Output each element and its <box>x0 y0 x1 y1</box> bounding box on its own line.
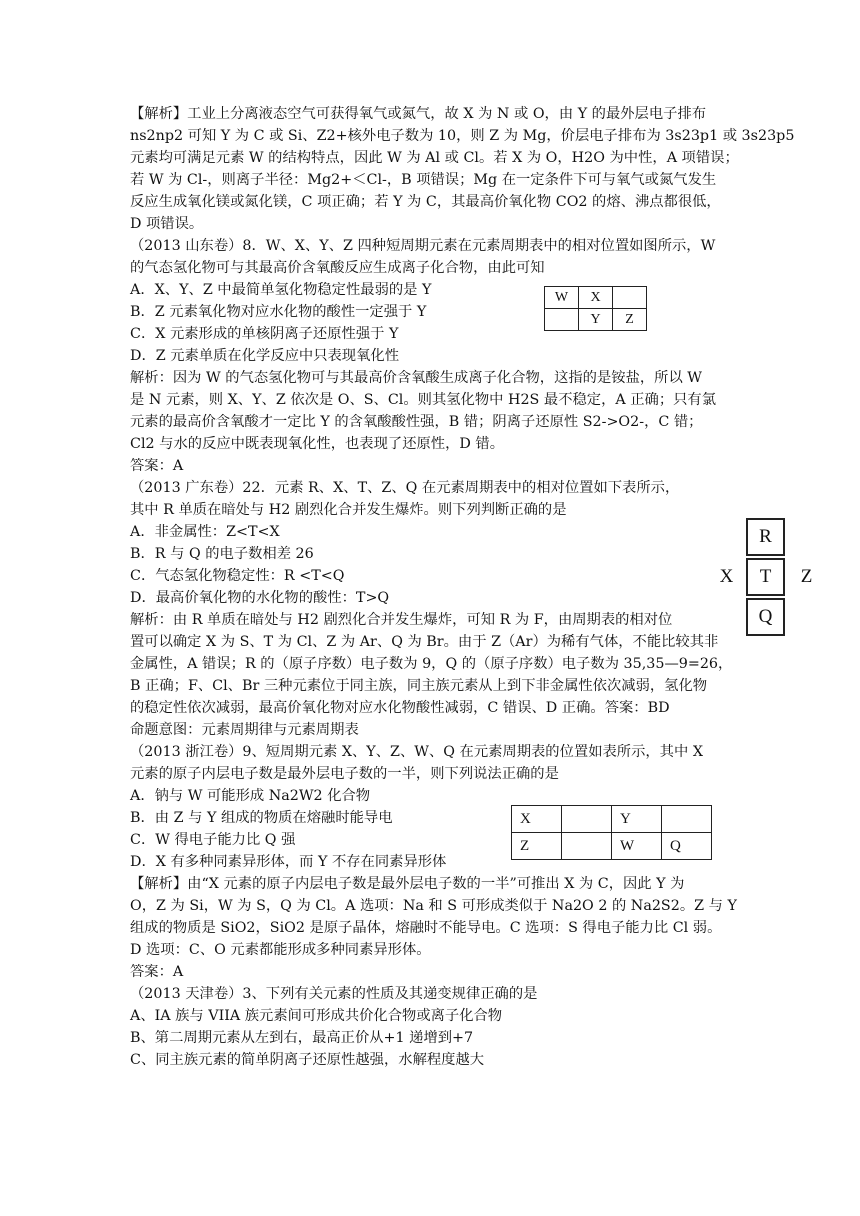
text-line: C．W 得电子能力比 Q 强 <box>130 832 296 848</box>
table-cell <box>562 833 612 860</box>
text-line: 【解析】由“X 元素的原子内层电子数是最外层电子数的一半”可推出 X 为 C，因此 Y 为 <box>130 876 685 892</box>
text-line: 是 N 元素，则 X、Y、Z 依次是 O、S、Cl。则其氢化物中 H2S 最不稳定，A 正确；只有氯 <box>130 392 717 408</box>
cross-cell-top: R <box>746 518 785 556</box>
text-line: （2013 广东卷）22．元素 R、X、T、Z、Q 在元素周期表中的相对位置如下表所示， <box>130 480 680 496</box>
table-cell: W <box>612 833 662 860</box>
table-cell: Z <box>512 833 562 860</box>
element-position-table-1 <box>544 286 647 331</box>
text-line: D．X 有多种同素异形体，而 Y 不存在同素异形体 <box>130 854 447 870</box>
text-line: B、第二周期元素从左到右，最高正价从+1 递增到+7 <box>130 1030 474 1046</box>
element-position-cross-table <box>705 518 835 636</box>
text-line: A．非金属性：Z<T<X <box>130 524 280 540</box>
table-cell <box>613 287 647 309</box>
text-line: 其中 R 单质在暗处与 H2 剧烈化合并发生爆炸。则下列判断正确的是 <box>130 502 567 518</box>
table-cell <box>562 806 612 833</box>
text-line: 【解析】工业上分离液态空气可获得氧气或氮气，故 X 为 N 或 O，由 Y 的最外层电子排布 <box>130 106 707 122</box>
text-line: A、IA 族与 VIIA 族元素间可形成共价化合物或离子化合物 <box>130 1008 503 1024</box>
text-line: B 正确；F、Cl、Br 三种元素位于同主族，同主族元素从上到下非金属性依次减弱，氢化物 <box>130 678 708 694</box>
text-line: （2013 山东卷）8．W、X、Y、Z 四种短周期元素在元素周期表中的相对位置如图所示，W <box>130 238 716 254</box>
text-line: 元素的原子内层电子数是最外层电子数的一半，则下列说法正确的是 <box>130 766 559 782</box>
table-cell <box>662 806 712 833</box>
cross-cell-center: T <box>746 558 785 596</box>
table-cell: Z <box>613 309 647 331</box>
text-line: 组成的物质是 SiO2，SiO2 是原子晶体，熔融时不能导电。C 选项：S 得电子能力比 Cl 弱。 <box>130 920 722 936</box>
text-line: 金属性，A 错误；R 的（原子序数）电子数为 9，Q 的（原子序数）电子数为 35,35—9=26， <box>130 656 733 672</box>
cross-cell-right: Z <box>800 566 813 587</box>
text-line: 元素均可满足元素 W 的结构特点，因此 W 为 Al 或 Cl。若 X 为 O，H2O 为中性，A 项错误； <box>130 150 739 166</box>
text-line: C．X 元素形成的单核阴离子还原性强于 Y <box>130 326 399 342</box>
text-line: B．由 Z 与 Y 组成的物质在熔融时能导电 <box>130 810 393 826</box>
text-line: B．Z 元素氧化物对应水化物的酸性一定强于 Y <box>130 304 427 320</box>
text-line: 答案：A <box>130 964 184 980</box>
table-cell: Q <box>662 833 712 860</box>
text-line: C、同主族元素的简单阴离子还原性越强，水解程度越大 <box>130 1052 485 1068</box>
text-line: 反应生成氧化镁或氮化镁，C 项正确；若 Y 为 C，其最高价氧化物 CO2 的熔、沸点都很低， <box>130 194 721 210</box>
text-line: 答案：A <box>130 458 184 474</box>
text-line: 解析：由 R 单质在暗处与 H2 剧烈化合并发生爆炸，可知 R 为 F，由周期表的相对位 <box>130 612 673 628</box>
text-line: 若 W 为 Cl-，则离子半径：Mg2+＜Cl-，B 项错误；Mg 在一定条件下可与氧气或氮气发生 <box>130 172 717 188</box>
text-line: Cl2 与水的反应中既表现氧化性，也表现了还原性，D 错。 <box>130 436 504 452</box>
cross-cell-bottom: Q <box>746 598 785 636</box>
text-line: 解析：因为 W 的气态氢化物可与其最高价含氧酸生成离子化合物，这指的是铵盐，所以 W <box>130 370 703 386</box>
text-line: 元素的最高价含氧酸才一定比 Y 的含氧酸酸性强，B 错；阴离子还原性 S2->O2-，C 错； <box>130 414 703 430</box>
text-line: 的气态氢化物可与其最高价含氧酸反应生成离子化合物，由此可知 <box>130 260 545 276</box>
text-line: D．最高价氧化物的水化物的酸性：T>Q <box>130 590 390 606</box>
text-line: D．Z 元素单质在化学反应中只表现氧化性 <box>130 348 399 364</box>
text-line: 置可以确定 X 为 S、T 为 Cl、Z 为 Ar、Q 为 Br。由于 Z（Ar）为稀有气体，不能比较其非 <box>130 634 719 650</box>
table-cell <box>545 309 579 331</box>
table-cell: Y <box>579 309 613 331</box>
text-line: ns2np2 可知 Y 为 C 或 Si、Z2+核外电子数为 10，则 Z 为 Mg，价层电子排布为 3s23p1 或 3s23p5 <box>130 128 795 144</box>
text-line: （2013 浙江卷）9、短周期元素 X、Y、Z、W、Q 在元素周期表的位置如表所示，其中 X <box>130 744 704 760</box>
table-cell: W <box>545 287 579 309</box>
text-line: A．钠与 W 可能形成 Na2W2 化合物 <box>130 788 371 804</box>
cross-cell-left: X <box>719 566 734 587</box>
text-line: D 选项：C、O 元素都能形成多种同素异形体。 <box>130 942 431 958</box>
table-cell: Y <box>612 806 662 833</box>
text-line: 的稳定性依次减弱，最高价氧化物对应水化物酸性减弱，C 错误、D 正确。答案：BD <box>130 700 670 716</box>
text-line: 命题意图：元素周期律与元素周期表 <box>130 722 359 738</box>
table-cell: X <box>579 287 613 309</box>
text-line: D 项错误。 <box>130 216 204 232</box>
text-line: A．X、Y、Z 中最简单氢化物稳定性最弱的是 Y <box>130 282 432 298</box>
text-line: B．R 与 Q 的电子数相差 26 <box>130 546 314 562</box>
text-line: C．气态氢化物稳定性：R <T<Q <box>130 568 345 584</box>
table-cell: X <box>512 806 562 833</box>
text-line: O，Z 为 Si，W 为 S，Q 为 Cl。A 选项：Na 和 S 可形成类似于 Na2O 2 的 Na2S2。Z 与 Y <box>130 898 737 914</box>
element-position-table-3 <box>511 805 712 860</box>
text-line: （2013 天津卷）3、下列有关元素的性质及其递变规律正确的是 <box>130 986 538 1002</box>
